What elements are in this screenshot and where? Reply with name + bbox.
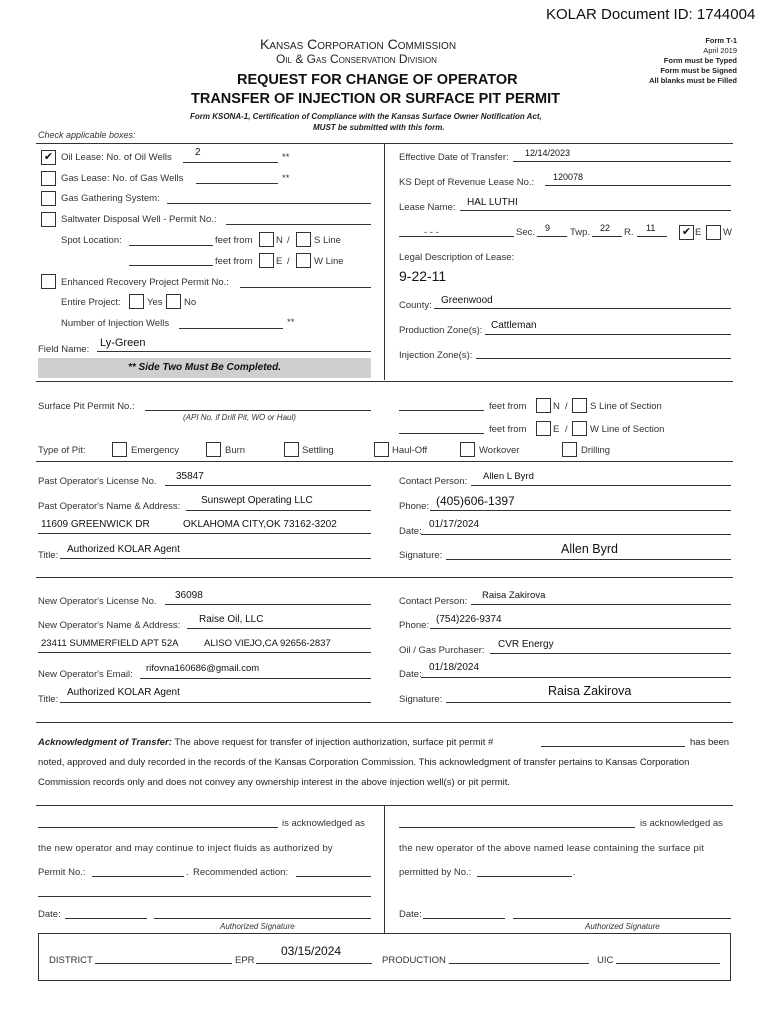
bottom-permit-line[interactable]	[92, 876, 184, 877]
ack-line-2: noted, approved and duly recorded in the records of the Kansas Corporation Commission. This acknowledgment of transfer pertains to Kansas Corporation	[38, 757, 690, 768]
county-line	[434, 308, 731, 309]
enhanced-permit-line[interactable]	[240, 287, 371, 288]
bottom-permitted-period: .	[573, 867, 576, 878]
gas-lease-label: Gas Lease: No. of Gas Wells	[61, 173, 184, 184]
form-number: Form T-1	[705, 36, 737, 45]
range-line	[637, 236, 667, 237]
pit-type-hauloff-checkbox[interactable]	[374, 442, 389, 457]
purchaser-value[interactable]: CVR Energy	[498, 639, 554, 650]
spot-w-label: W Line	[314, 256, 344, 267]
twp-value[interactable]: 22	[600, 223, 611, 233]
new-signature-line	[446, 702, 731, 703]
ks-dept-value[interactable]: 120078	[553, 172, 584, 182]
quarter-call-dashes: - - -	[424, 227, 439, 238]
agency-name: Kansas Corporation Commission	[260, 36, 457, 52]
entire-project-no-checkbox[interactable]	[166, 294, 181, 309]
past-signature-value[interactable]: Allen Byrd	[561, 542, 618, 556]
kolar-document-id: KOLAR Document ID: 1744004	[546, 6, 756, 23]
bottom-recommended-label: Recommended action:	[193, 867, 289, 878]
slash-3: /	[565, 401, 568, 412]
section-divider	[384, 143, 385, 380]
past-address-line	[38, 533, 371, 534]
production-zone-value[interactable]: Cattleman	[491, 320, 537, 331]
oil-lease-checkbox[interactable]: ✔	[41, 150, 56, 165]
form-signed-note: Form must be Signed	[660, 66, 737, 75]
form-date: April 2019	[703, 46, 737, 55]
bottom-right-date-label: Date:	[399, 909, 422, 920]
range-w-checkbox[interactable]	[706, 225, 721, 240]
section-rule-5	[36, 722, 733, 723]
effective-date-label: Effective Date of Transfer:	[399, 152, 509, 163]
pit-s-checkbox[interactable]	[572, 398, 587, 413]
range-w-label: W	[723, 227, 732, 238]
injection-zone-label: Injection Zone(s):	[399, 350, 473, 361]
past-license-label: Past Operator's License No.	[38, 476, 157, 487]
side-two-text: ** Side Two Must Be Completed.	[128, 362, 281, 373]
gas-gathering-label: Gas Gathering System:	[61, 193, 160, 204]
past-signature-label: Signature:	[399, 550, 443, 561]
bottom-right-auth-signature: Authorized Signature	[585, 922, 660, 931]
new-title-line	[60, 702, 371, 703]
new-name-label: New Operator's Name & Address:	[38, 620, 181, 631]
past-title-label: Title:	[38, 550, 59, 561]
effective-date-line	[513, 161, 731, 162]
spot-e-label: E	[276, 256, 283, 267]
new-email-label: New Operator's Email:	[38, 669, 133, 680]
past-name-value[interactable]: Sunswept Operating LLC	[201, 495, 313, 506]
entire-project-yes-checkbox[interactable]	[129, 294, 144, 309]
new-date-line	[421, 677, 731, 678]
spot-s-label: S Line	[314, 235, 341, 246]
ack-permit-line[interactable]	[541, 746, 685, 747]
lease-name-value[interactable]: HAL LUTHI	[467, 197, 518, 208]
pit-type-workover-label: Workover	[479, 445, 520, 456]
past-title-line	[60, 558, 371, 559]
gas-gathering-line[interactable]	[167, 203, 371, 204]
range-value[interactable]: 11	[646, 223, 656, 233]
spot-location-label: Spot Location:	[61, 235, 122, 246]
slash-1: /	[287, 235, 290, 246]
new-date-label: Date:	[399, 669, 422, 680]
injection-wells-label: Number of Injection Wells	[61, 318, 170, 329]
past-phone-value[interactable]: (405)606-1397	[436, 494, 515, 508]
pit-type-workover-checkbox[interactable]	[460, 442, 475, 457]
production-line[interactable]	[449, 963, 589, 964]
county-label: County:	[399, 300, 432, 311]
pit-type-burn-label: Burn	[225, 445, 246, 456]
past-license-value[interactable]: 35847	[176, 471, 204, 482]
bottom-left-date-label: Date:	[38, 909, 61, 920]
bottom-left-text: the new operator and may continue to inject fluids as authorized by	[38, 843, 333, 854]
past-contact-value[interactable]: Allen L Byrd	[483, 471, 534, 482]
sec-line	[537, 236, 567, 237]
bottom-permitted-by-line[interactable]	[477, 876, 572, 877]
field-name-label: Field Name:	[38, 344, 90, 355]
entire-project-yes-label: Yes	[147, 297, 163, 308]
bottom-permitted-by-label: permitted by No.:	[399, 867, 472, 878]
pit-e-checkbox[interactable]	[536, 421, 551, 436]
injection-wells-stars: **	[287, 317, 295, 328]
new-email-line	[140, 678, 371, 679]
new-name-line	[187, 628, 371, 629]
oil-wells-stars: **	[282, 152, 290, 163]
form-subtitle-2: MUST be submitted with this form.	[313, 123, 445, 132]
pit-type-settling-label: Settling	[302, 445, 334, 456]
purchaser-label: Oil / Gas Purchaser:	[399, 645, 485, 656]
district-label: DISTRICT	[49, 955, 93, 966]
uic-label: UIC	[597, 955, 614, 966]
lease-name-label: Lease Name:	[399, 202, 456, 213]
district-line[interactable]	[95, 963, 232, 964]
range-e-label: E	[695, 227, 702, 238]
bottom-left-name-line[interactable]	[38, 827, 278, 828]
bottom-right-text: the new operator of the above named lease containing the surface pit	[399, 843, 705, 854]
twp-label: Twp.	[570, 227, 591, 238]
new-address-line	[38, 652, 371, 653]
new-signature-label: Signature:	[399, 694, 443, 705]
form-blanks-note: All blanks must be Filled	[649, 76, 737, 85]
epr-line	[256, 963, 372, 964]
past-phone-label: Phone:	[399, 501, 430, 512]
past-signature-line	[446, 559, 731, 560]
injection-wells-line[interactable]	[179, 328, 283, 329]
past-name-line	[186, 510, 371, 511]
county-value[interactable]: Greenwood	[441, 295, 493, 306]
legal-description-value[interactable]: 9-22-11	[399, 268, 447, 284]
uic-line[interactable]	[616, 963, 720, 964]
bottom-right-date-line[interactable]	[423, 918, 505, 919]
spot-w-checkbox[interactable]	[296, 253, 311, 268]
bottom-permit-label: Permit No.:	[38, 867, 86, 878]
pit-ew-feet-line[interactable]	[399, 433, 484, 434]
production-zone-label: Production Zone(s):	[399, 325, 483, 336]
bottom-left-date-line[interactable]	[65, 918, 147, 919]
range-e-checkbox[interactable]: ✔	[679, 225, 694, 240]
section-rule-2	[36, 381, 733, 382]
bottom-left-acknowledged: is acknowledged as	[282, 818, 365, 829]
bottom-divider	[384, 805, 385, 933]
ks-dept-label: KS Dept of Revenue Lease No.:	[399, 177, 535, 188]
effective-date-value[interactable]: 12/14/2023	[525, 148, 571, 158]
pit-type-drilling-label: Drilling	[581, 445, 611, 456]
epr-label: EPR	[235, 955, 255, 966]
new-license-value[interactable]: 36098	[175, 590, 203, 601]
ack-paragraph-line-1	[38, 737, 493, 748]
quarter-call-line[interactable]	[399, 236, 514, 237]
pit-s-label: S Line of Section	[590, 401, 662, 412]
past-license-line	[165, 485, 371, 486]
past-date-value[interactable]: 01/17/2024	[429, 519, 480, 530]
division-name: Oil & Gas Conservation Division	[276, 52, 437, 66]
side-two-banner	[38, 358, 371, 378]
past-name-label: Past Operator's Name & Address:	[38, 501, 181, 512]
ks-dept-line	[545, 185, 731, 186]
spot-feet-from-2: feet from	[215, 256, 253, 267]
past-contact-line	[471, 485, 731, 486]
gas-wells-line[interactable]	[196, 183, 278, 184]
new-address-city[interactable]: ALISO VIEJO,CA 92656-2837	[204, 638, 331, 649]
bottom-recommended-line-2[interactable]	[38, 896, 371, 897]
slash-2: /	[287, 256, 290, 267]
bottom-permit-period: .	[186, 867, 189, 878]
spot-ns-feet-line[interactable]	[129, 245, 213, 246]
form-typed-note: Form must be Typed	[663, 56, 737, 65]
new-date-value[interactable]: 01/18/2024	[429, 662, 480, 673]
entire-project-no-label: No	[184, 297, 197, 308]
field-name-value[interactable]: Ly-Green	[100, 337, 146, 349]
saltwater-permit-line[interactable]	[226, 224, 371, 225]
sec-label: Sec.	[516, 227, 536, 238]
entire-project-label: Entire Project:	[61, 297, 121, 308]
new-license-label: New Operator's License No.	[38, 596, 157, 607]
production-label: PRODUCTION	[382, 955, 446, 966]
past-date-line	[421, 534, 731, 535]
check-boxes-label: Check applicable boxes:	[38, 130, 136, 140]
past-address-city[interactable]: OKLAHOMA CITY,OK 73162-3202	[183, 519, 337, 530]
new-phone-value[interactable]: (754)226-9374	[436, 614, 502, 625]
pit-type-hauloff-label: Haul-Off	[392, 445, 428, 456]
pit-w-checkbox[interactable]	[572, 421, 587, 436]
bottom-right-signature-line[interactable]	[513, 918, 731, 919]
legal-description-label: Legal Description of Lease:	[399, 252, 515, 263]
past-phone-line	[430, 510, 731, 511]
twp-line	[592, 236, 622, 237]
bottom-left-signature-line[interactable]	[154, 918, 371, 919]
pit-n-checkbox[interactable]	[536, 398, 551, 413]
range-label: R.	[624, 227, 634, 238]
saltwater-checkbox[interactable]	[41, 212, 56, 227]
bottom-right-name-line[interactable]	[399, 827, 635, 828]
oil-wells-value[interactable]: 2	[195, 147, 201, 158]
pit-type-settling-checkbox[interactable]	[284, 442, 299, 457]
new-address-street[interactable]: 23411 SUMMERFIELD APT 52A	[41, 638, 179, 649]
past-address-street[interactable]: 11609 GREENWICK DR	[41, 519, 150, 530]
bottom-right-acknowledged: is acknowledged as	[640, 818, 723, 829]
ack-line-1-end: has been	[690, 737, 730, 748]
form-title-1: REQUEST FOR CHANGE OF OPERATOR	[237, 72, 518, 88]
production-zone-line	[485, 334, 731, 335]
new-contact-value[interactable]: Raisa Zakirova	[482, 590, 546, 601]
past-title-value[interactable]: Authorized KOLAR Agent	[67, 544, 180, 555]
form-title-2: TRANSFER OF INJECTION OR SURFACE PIT PERMIT	[191, 91, 560, 107]
sec-value[interactable]: 9	[545, 223, 551, 233]
new-license-line	[165, 604, 371, 605]
bottom-recommended-line[interactable]	[296, 876, 371, 877]
spot-feet-from-1: feet from	[215, 235, 253, 246]
new-title-label: Title:	[38, 694, 59, 705]
spot-ew-feet-line[interactable]	[129, 265, 213, 266]
ack-line-1-text: The above request for transfer of injection authorization, surface pit permit #	[174, 737, 494, 748]
oil-lease-label: Oil Lease: No. of Oil Wells	[61, 152, 172, 163]
surface-pit-permit-label: Surface Pit Permit No.:	[38, 401, 135, 412]
pit-type-emergency-label: Emergency	[131, 445, 180, 456]
saltwater-label: Saltwater Disposal Well - Permit No.:	[61, 214, 217, 225]
gas-lease-checkbox[interactable]	[41, 171, 56, 186]
slash-4: /	[565, 424, 568, 435]
form-subtitle-1: Form KSONA-1, Certification of Compliance with the Kansas Surface Owner Notification Act,	[190, 112, 542, 121]
spot-s-checkbox[interactable]	[296, 232, 311, 247]
new-email-value[interactable]: rifovna160686@gmail.com	[146, 663, 260, 674]
new-contact-label: Contact Person:	[399, 596, 468, 607]
surface-pit-permit-line[interactable]	[145, 410, 371, 411]
section-rule-4	[36, 577, 733, 578]
past-contact-label: Contact Person:	[399, 476, 468, 487]
spot-n-checkbox[interactable]	[259, 232, 274, 247]
new-phone-label: Phone:	[399, 620, 430, 631]
pit-type-burn-checkbox[interactable]	[206, 442, 221, 457]
pit-type-emergency-checkbox[interactable]	[112, 442, 127, 457]
new-title-value[interactable]: Authorized KOLAR Agent	[67, 687, 180, 698]
epr-value[interactable]: 03/15/2024	[281, 944, 342, 958]
oil-wells-line	[183, 162, 278, 163]
pit-e-label: E	[553, 424, 560, 435]
pit-type-label: Type of Pit:	[38, 445, 86, 456]
ack-heading: Acknowledgment of Transfer:	[38, 737, 172, 748]
pit-type-drilling-checkbox[interactable]	[562, 442, 577, 457]
injection-zone-line[interactable]	[476, 358, 731, 359]
gas-wells-stars: **	[282, 173, 290, 184]
purchaser-line	[490, 653, 731, 654]
pit-feet-from-1: feet from	[489, 401, 527, 412]
spot-n-label: N	[276, 235, 283, 246]
new-name-value[interactable]: Raise Oil, LLC	[199, 614, 264, 625]
ack-line-3: Commission records only and does not convey any ownership interest in the above injection well(s) or pit permit.	[38, 777, 511, 788]
pit-ns-feet-line[interactable]	[399, 410, 484, 411]
lease-name-line	[460, 210, 731, 211]
spot-e-checkbox[interactable]	[259, 253, 274, 268]
api-note: (API No. if Drill Pit, WO or Haul)	[183, 413, 296, 422]
gas-gathering-checkbox[interactable]	[41, 191, 56, 206]
enhanced-recovery-checkbox[interactable]	[41, 274, 56, 289]
section-rule-3	[36, 461, 733, 462]
new-phone-line	[430, 628, 731, 629]
pit-feet-from-2: feet from	[489, 424, 527, 435]
bottom-left-auth-signature: Authorized Signature	[220, 922, 295, 931]
new-contact-line	[471, 604, 731, 605]
form-info-block	[649, 36, 737, 86]
new-signature-value[interactable]: Raisa Zakirova	[548, 684, 632, 698]
pit-n-label: N	[553, 401, 560, 412]
pit-w-label: W Line of Section	[590, 424, 665, 435]
field-name-line	[97, 351, 371, 352]
past-date-label: Date:	[399, 526, 422, 537]
enhanced-recovery-label: Enhanced Recovery Project Permit No.:	[61, 277, 229, 288]
